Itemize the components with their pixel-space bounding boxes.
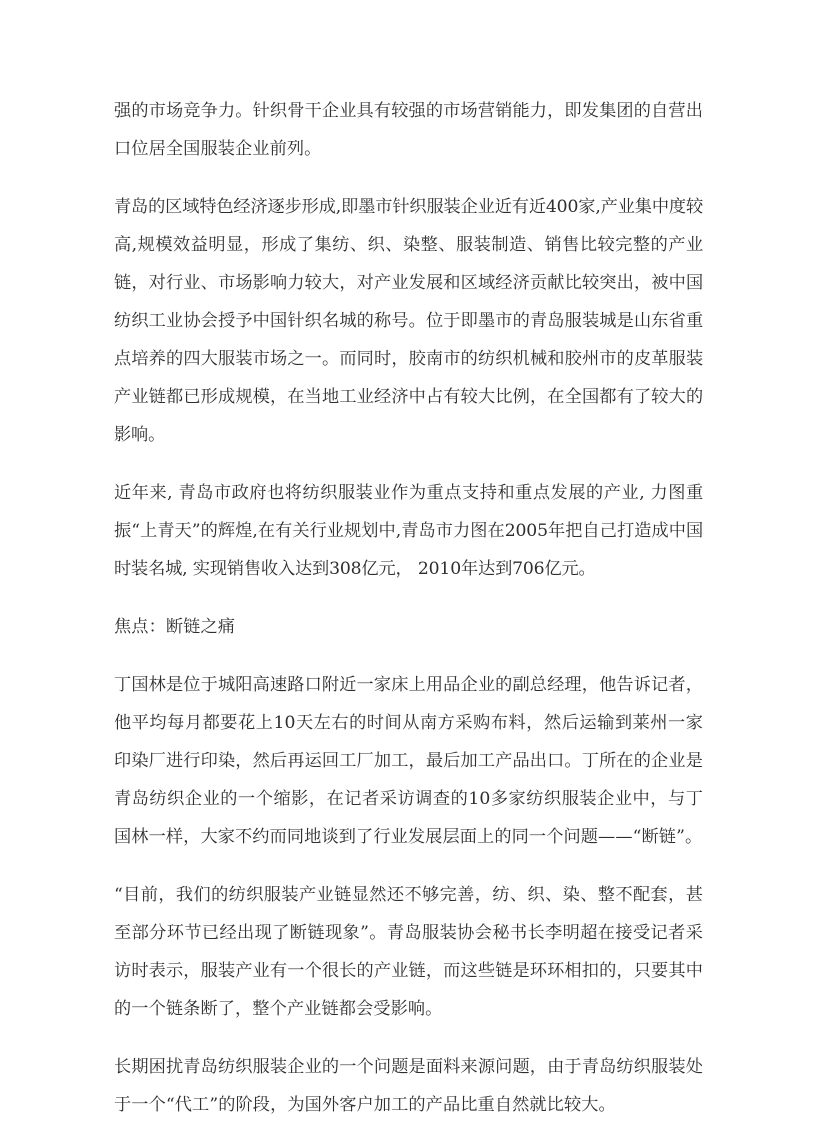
paragraph-ding-guolin-case: 丁国林是位于城阳高速路口附近一家床上用品企业的副总经理，他告诉记者，他平均每月都要花上10天左右的时间从南方采购布料，然后运输到莱州一家印染厂进行印染，然后再运回工厂加工，最后加工产品出口。丁所在的企业是青岛纺织企业的一个缩影，在记者采访调查的10多家纺织服装企业中，与丁国林一样，大家不约而同地谈到了行业发展层面上的同一个问题——“断链”。 <box>114 675 703 847</box>
paragraph-fabric-sourcing-problem: 长期困扰青岛纺织服装企业的一个问题是面料来源问题，由于青岛纺织服装处于一个“代工”的阶段，为国外客户加工的产品比重自然就比较大。 <box>114 1057 703 1115</box>
document-text-column <box>114 92 703 1124</box>
paragraph-market-competitiveness: 强的市场竞争力。针织骨干企业具有较强的市场营销能力，即发集团的自营出口位居全国服装企业前列。 <box>114 101 703 159</box>
paragraph-qingdao-regional-economy: 青岛的区域特色经济逐步形成,即墨市针织服装企业近有近400家,产业集中度较高,规模效益明显，形成了集纺、织、染整、服装制造、销售比较完整的产业链，对行业、市场影响力较大，对产业发展和区域经济贡献比较突出，被中国纺织工业协会授予中国针织名城的称号。位于即墨市的青岛服装城是山东省重点培养的四大服装市场之一。而同时，胶南市的纺织机械和胶州市的皮革服装产业链都已形成规模，在当地工业经济中占有较大比例，在全国都有了较大的影响。 <box>114 197 703 445</box>
paragraph-li-mingchao-quote: “目前，我们的纺织服装产业链显然还不够完善，纺、织、染、整不配套，甚至部分环节已经出现了断链现象”。青岛服装协会秘书长李明超在接受记者采访时表示，服装产业有一个很长的产业链，而这些链是环环相扣的，只要其中的一个链条断了，整个产业链都会受影响。 <box>114 885 703 1019</box>
paragraph-government-support: 近年来, 青岛市政府也将纺织服装业作为重点支持和重点发展的产业, 力图重振“上青天”的辉煌,在有关行业规划中,青岛市力图在2005年把自己打造成中国时装名城, 实现销售收入达到308亿元， 2010年达到706亿元。 <box>114 483 703 579</box>
section-heading-focus: 焦点：断链之痛 <box>114 617 236 637</box>
